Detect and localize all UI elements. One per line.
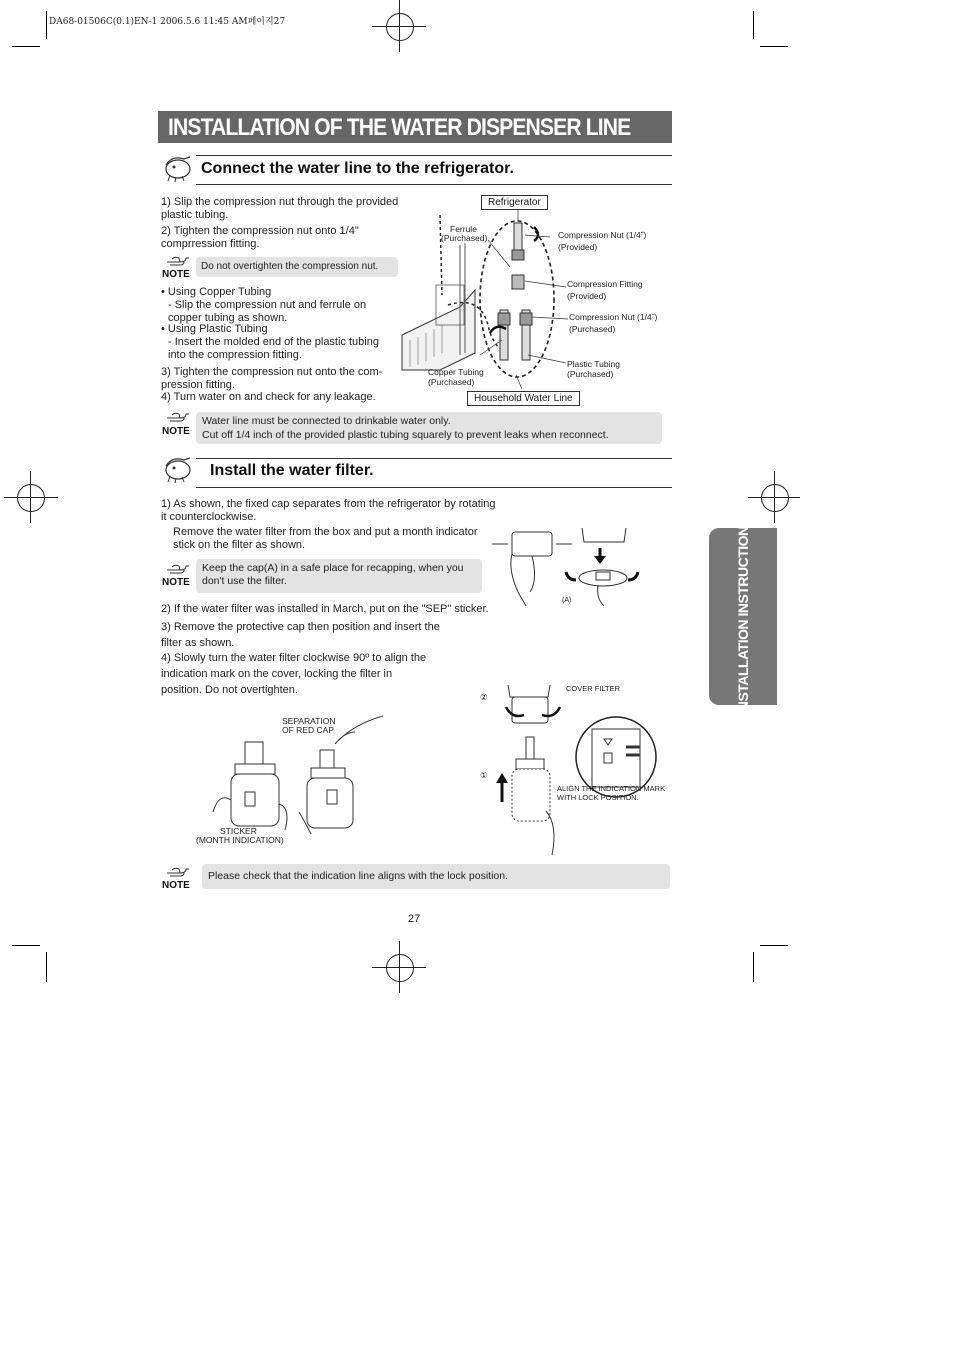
sticker-label: STICKER <box>220 826 257 836</box>
crop-mark <box>46 11 47 39</box>
comp-nut-purchased-sub-label: (Purchased) <box>569 324 616 334</box>
align-label-1: ALIGN THE INDICATION MARK <box>557 784 666 793</box>
note-box-2 <box>196 412 662 444</box>
pointing-hand-icon <box>166 563 190 575</box>
note-1-text: Do not overtighten the compression nut. <box>201 261 379 272</box>
bullet-2-text: - Insert the molded end of the plastic tubing into the compression fitting. <box>168 336 379 361</box>
copper-tubing-sub-label: (Purchased) <box>428 377 475 387</box>
filter-cover-illustration <box>490 675 670 860</box>
note-box-4 <box>202 864 670 889</box>
bullet-dot: • <box>161 323 168 335</box>
bullet-plastic <box>161 323 268 336</box>
pointing-hand-icon <box>166 255 190 267</box>
file-header: DA68-01506C(0.1)EN-1 2006.5.6 11:45 AM페이지27 <box>49 17 286 27</box>
cap-a-label: (A) <box>562 597 572 604</box>
filter-step-4: 4) Slowly turn the water filter clockwise 90º to align the indication mark on the cover, locking the filter in position. Do not overtighten. <box>161 652 427 696</box>
comp-nut-purchased-label: Compression Nut (1/4˝) <box>569 312 658 322</box>
comp-nut-provided-label: Compression Nut (1/4˝) <box>558 230 647 240</box>
hand-tool-icon <box>162 153 194 183</box>
refrigerator-label: Refrigerator <box>481 195 548 210</box>
step-number-1: ① <box>480 770 488 780</box>
pointing-hand-icon <box>166 411 190 423</box>
align-label-2: WITH LOCK POSITION. <box>557 793 639 802</box>
bullet-1-text: - Slip the compression nut and ferrule on copper tubing as shown. <box>168 299 367 324</box>
crop-mark <box>12 945 40 946</box>
step-1: 1) Slip the compression nut through the provided plastic tubing. <box>161 196 399 221</box>
crop-mark <box>46 952 47 982</box>
comp-fitting-sub-label: (Provided) <box>567 291 607 301</box>
note-3-text: Keep the cap(A) in a safe place for recapping, when you don't use the filter. <box>202 562 464 587</box>
note-2-line-2: Cut off 1/4 inch of the provided plastic tubing squarely to prevent leaks when reconnect. <box>202 429 609 441</box>
ferrule-sub-label: (Purchased) <box>441 233 488 243</box>
plastic-tubing-label: Plastic Tubing <box>567 359 620 369</box>
bullet-dot: • <box>161 286 168 298</box>
crop-mark <box>753 952 754 982</box>
hand-tool-icon <box>162 454 194 484</box>
ferrule-label: Ferrule <box>450 224 477 234</box>
note-box-3 <box>196 559 482 593</box>
page-title: INSTALLATION OF THE WATER DISPENSER LINE <box>168 114 631 141</box>
cover-filter-label: COVER FILTER <box>566 684 621 693</box>
filter-step-3: 3) Remove the protective cap then position and insert the filter as shown. <box>161 621 440 649</box>
note-label: NOTE <box>162 269 190 280</box>
copper-tubing-label: Copper Tubing <box>428 367 484 377</box>
sticker-sub-label: (MONTH INDICATION) <box>196 835 284 845</box>
comp-fitting-label: Compression Fitting <box>567 279 643 289</box>
note-4-text: Please check that the indication line aligns with the lock position. <box>208 870 509 882</box>
section-1-title: Connect the water line to the refrigerator. <box>201 160 514 177</box>
title-bar <box>158 111 672 143</box>
side-tab <box>709 517 777 715</box>
note-label: NOTE <box>162 577 190 588</box>
separation-label: SEPARATION <box>282 716 336 726</box>
step-2: 2) Tighten the compression nut onto 1/4" comprression fitting. <box>161 225 359 250</box>
comp-nut-provided-sub-label: (Provided) <box>558 242 598 252</box>
filter-step-2: 2) If the water filter was installed in March, put on the "SEP" sticker. <box>161 603 489 615</box>
bullet-2-title: Using Plastic Tubing <box>167 323 268 335</box>
note-label: NOTE <box>162 880 190 891</box>
bullet-copper <box>161 286 271 299</box>
side-tab-label: INSTALLATION INSTRUCTIONS <box>735 517 751 715</box>
note-2-line-1: Water line must be connected to drinkable water only. <box>202 415 451 427</box>
page-number: 27 <box>408 913 421 925</box>
bullet-1-title: Using Copper Tubing <box>167 286 272 298</box>
note-label: NOTE <box>162 426 190 437</box>
crop-mark <box>760 945 788 946</box>
pointing-hand-icon <box>166 866 190 878</box>
step-number-2: ② <box>480 692 488 702</box>
crop-mark <box>760 46 788 47</box>
filter-step-1a: 1) As shown, the fixed cap separates from the refrigerator by rotating it counterclockwise. <box>161 498 496 523</box>
crop-mark <box>753 11 754 39</box>
note-box-1 <box>196 257 398 277</box>
filter-step-1b: Remove the water filter from the box and put a month indicator stick on the filter as shown. <box>173 526 478 551</box>
plastic-tubing-sub-label: (Purchased) <box>567 369 614 379</box>
step-3: 3) Tighten the compression nut onto the com- pression fitting. <box>161 366 383 391</box>
step-4: 4) Turn water on and check for any leakage. <box>161 391 376 403</box>
crop-mark <box>12 46 40 47</box>
household-water-line-label: Household Water Line <box>467 391 580 406</box>
section-2-title: Install the water filter. <box>210 462 374 479</box>
separation-sub-label: OF RED CAP <box>282 725 334 735</box>
